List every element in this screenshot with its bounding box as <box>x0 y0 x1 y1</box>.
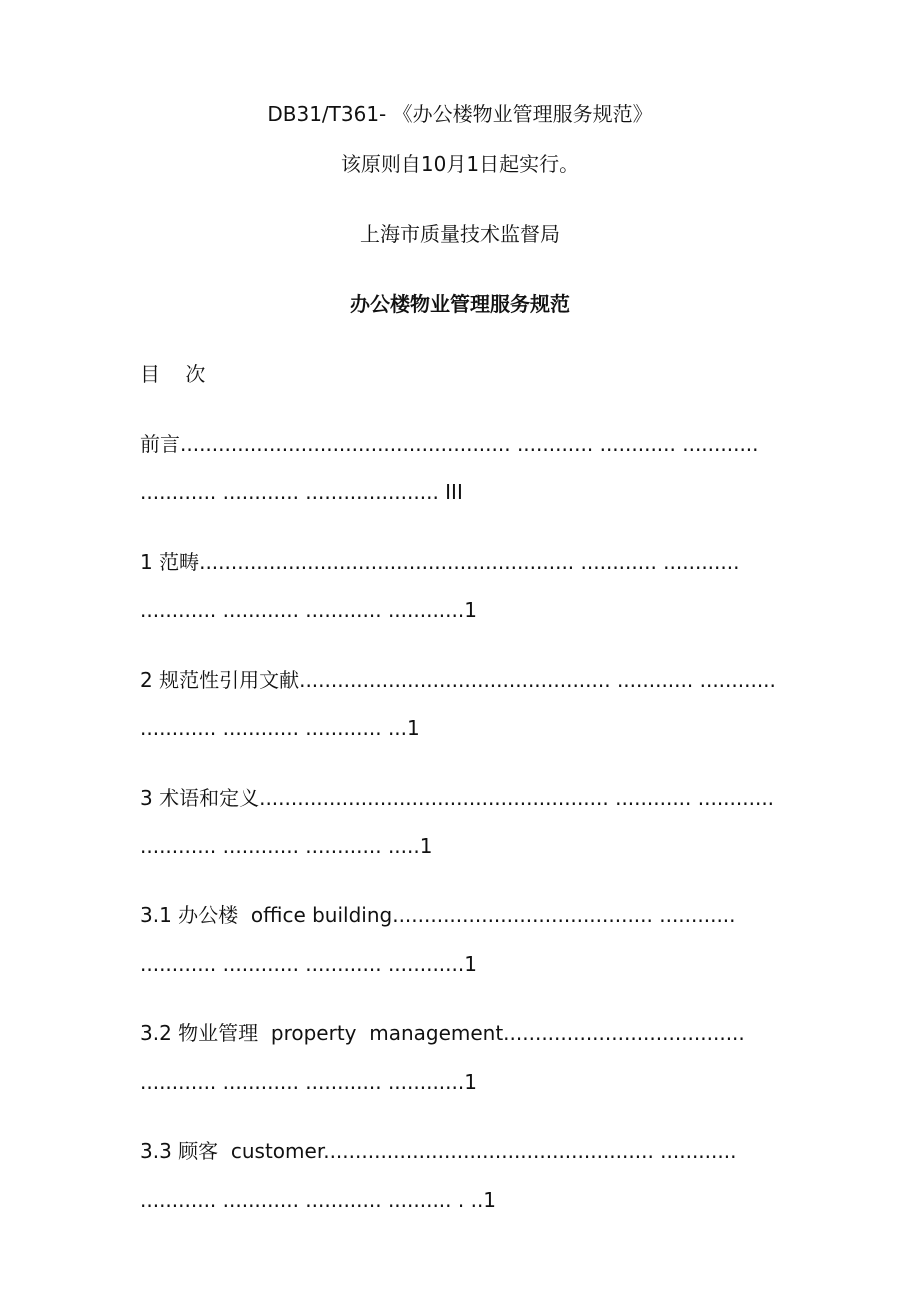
toc-entry-line: ............ ............ ............ ...1 <box>140 716 420 740</box>
toc-entry-line: ............ ............ ............ ............1 <box>140 1070 477 1094</box>
standard-title: DB31/T361- 《办公楼物业管理服务规范》 <box>267 102 653 126</box>
toc-entry-line: ............ ............ ..................... III <box>140 480 463 504</box>
toc-entry-line: 3.3 顾客 customer.................................................... ............ <box>140 1139 737 1163</box>
issuer: 上海市质量技术监督局 <box>360 222 560 246</box>
toc-entry-line: ............ ............ ............ ............1 <box>140 952 477 976</box>
toc-entry-line: ............ ............ ............ ............1 <box>140 598 477 622</box>
toc-entry-line: ............ ............ ............ .....1 <box>140 834 433 858</box>
toc-entry-line: 1 范畴........................................................... ............ ............ <box>140 550 740 574</box>
main-title: 办公楼物业管理服务规范 <box>350 292 570 316</box>
toc-heading: 目 次 <box>140 362 206 386</box>
toc-entry-line: 3.2 物业管理 property management...................................... <box>140 1021 745 1045</box>
effective-note: 该原则自10月1日起实行。 <box>340 152 580 176</box>
toc-entry-line: 3.1 办公楼 office building......................................... ............ <box>140 903 736 927</box>
toc-entry-line: 3 术语和定义....................................................... ............ ............ <box>140 786 775 810</box>
toc-entry-line: 前言.................................................... ............ ............ ............ <box>140 432 759 456</box>
toc-entry-line: ............ ............ ............ .......... . ..1 <box>140 1188 497 1212</box>
toc-entry-line: 2 规范性引用文献................................................. ............ ............ <box>140 668 776 692</box>
